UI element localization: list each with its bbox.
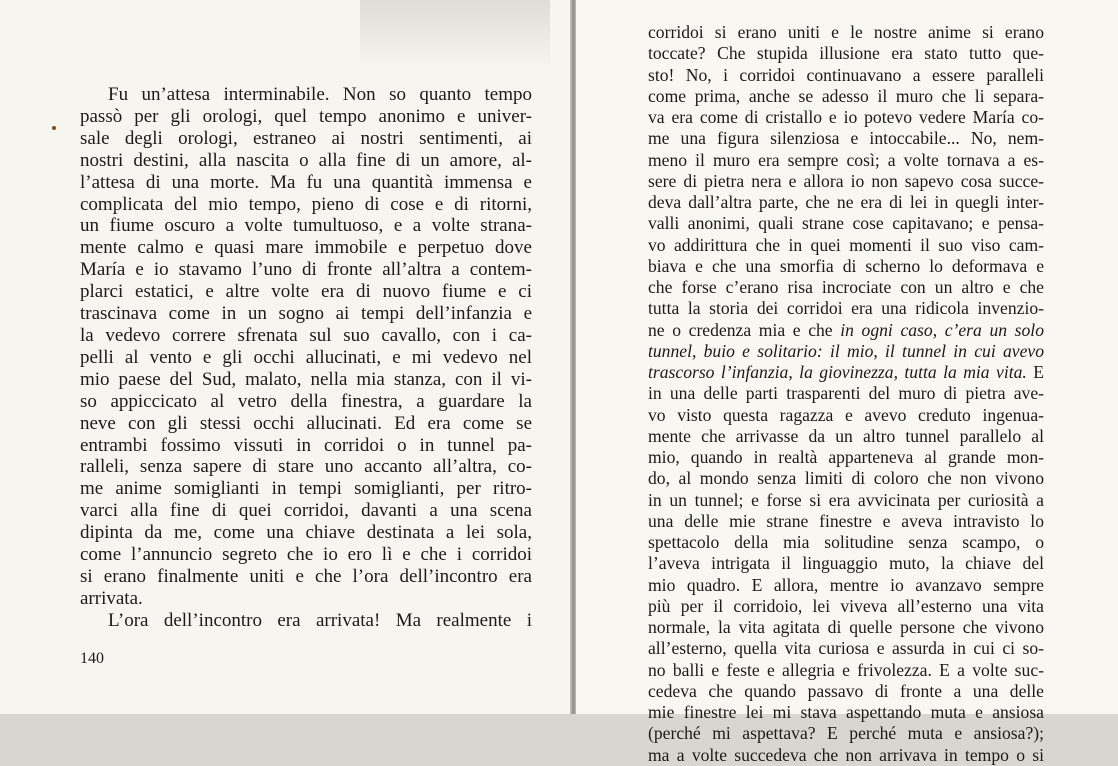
text-line: tutta la storia dei corridoi era una ridicola invenzio- (648, 298, 1044, 319)
text-line: do, al mondo senza limiti di coloro che non vivono (648, 468, 1044, 489)
text-line: trascinava come in un sogno ai tempi dell’infanzia e (80, 303, 532, 325)
page-number: 140 (80, 650, 104, 667)
text-line: mente calmo e quasi mare immobile e perpetuo dove (80, 237, 532, 259)
left-page-text (80, 84, 532, 632)
text-line: tunnel, buio e solitario: il mio, il tunnel in cui avevo (648, 340, 1044, 361)
text-line: passò per gli orologi, quel tempo anonimo e univer- (80, 105, 532, 127)
text-line: mio paese del Sud, malato, nella mia stanza, con il vi- (80, 368, 532, 390)
text-line: come prima, anche se adesso il muro che li separa- (648, 85, 1044, 106)
text-line: L’ora dell’incontro era arrivata! Ma realmente i (108, 609, 532, 631)
text-line: spettacolo della mia solitudine senza scampo, o (648, 532, 1044, 552)
text-line: mente che arrivasse da un altro tunnel parallelo al (648, 425, 1044, 446)
text-line: in un tunnel; e forse si era avvicinata per curiosità a (648, 489, 1044, 510)
text-line: mio, quando in realtà apparteneva al grande mon- (648, 447, 1044, 467)
text-line: che forse c’erano risa incrociate con un altro e che (648, 277, 1044, 297)
text-line: me una figura silenziosa e intoccabile... No, nem- (648, 128, 1044, 149)
text-line: cedeva che quando passavo di fronte a una delle (648, 680, 1044, 701)
text-line: sere di pietra nera e allora io non sapevo cosa succe- (648, 170, 1044, 191)
text-line: Fu un’attesa interminabile. Non so quanto tempo (108, 84, 532, 105)
text-line: dipinta da me, come una chiave destinata a lei sola, (80, 522, 532, 544)
text-line: l’aveva intrigata il linguaggio muto, la chiave del (648, 553, 1044, 574)
text-line: toccate? Che stupida illusione era stato tutto que- (648, 43, 1044, 64)
text-line: entrambi fossimo vissuti in corridoi o in tunnel pa- (80, 434, 532, 456)
text-line: normale, la vita agitata di quelle persone che vivono (648, 617, 1044, 637)
text-line: una delle mie strane finestre e aveva intravisto lo (648, 510, 1044, 531)
text-line: nostri destini, alla nascita o alla fine di un amore, al- (80, 149, 532, 171)
text-line: la vedevo correre sfrenata sul suo cavallo, con i ca- (80, 324, 532, 346)
text-line: ma a volte succedeva che non arrivava in tempo o si (648, 744, 1044, 765)
text-line: no balli e feste e allegria e frivolezza. E a volte suc- (648, 659, 1044, 680)
text-line: pelli al vento e gli occhi allucinati, e mi vedevo nel (80, 346, 532, 368)
text-line: si erano finalmente uniti e che l’ora dell’incontro era (80, 565, 532, 587)
italic-text-run: trascorso l’infanzia, la giovinezza, tutta la mia vita. (648, 362, 1027, 382)
text-line: valli anonimi, quali strane cose capitavano; e pensa- (648, 213, 1044, 234)
text-line: biava e che una smorfia di scherno lo deformava e (648, 255, 1044, 276)
text-line: (perché mi aspettava? E perché muta e ansiosa?); (648, 723, 1044, 744)
text-line: deva dall’altra parte, che ne era di lei in quegli inter- (648, 192, 1044, 212)
text-line: María e io stavamo l’uno di fronte all’altra a contem- (80, 259, 532, 281)
text-line: mie finestre lei mi stava aspettando muta e ansiosa (648, 702, 1044, 722)
text-line: più per il corridoio, lei viveva all’esterno una vita (648, 595, 1044, 616)
text-run: E (1033, 362, 1044, 382)
text-line (648, 320, 1044, 341)
text-line: plarci estatici, e altre volte era di nuovo fiume e ci (80, 281, 532, 303)
ink-smudge (52, 126, 56, 130)
text-line: un fiume oscuro a volte tumultuoso, e a volte strana- (80, 215, 532, 237)
text-run: ne o credenza mia e che (648, 319, 833, 340)
text-line (648, 362, 1044, 383)
text-line: corridoi si erano uniti e le nostre anime si erano (648, 22, 1044, 42)
text-line: arrivata. (80, 587, 143, 609)
text-line: me anime somiglianti in tempi somiglianti, per ritro- (80, 478, 532, 500)
text-line: all’esterno, quella vita curiosa e assurda in cui ci so- (648, 638, 1044, 659)
text-line: sto! No, i corridoi continuavano a essere paralleli (648, 64, 1044, 85)
text-line: va era come di cristallo e io potevo vedere María co- (648, 107, 1044, 127)
text-line: meno il muro era sempre così; a volte tornava a es- (648, 149, 1044, 170)
right-page-text (648, 22, 1044, 766)
text-line: sale degli orologi, estraneo ai nostri sentimenti, ai (80, 127, 532, 149)
text-line: so appiccicato al vetro della finestra, a guardare la (80, 390, 532, 412)
text-line: mio quadro. E allora, mentre io avanzavo sempre (648, 574, 1044, 595)
text-line: complicata del mio tempo, pieno di cose e di ritorni, (80, 193, 532, 215)
text-line: vo addirittura che in quei momenti il suo viso cam- (648, 234, 1044, 255)
show-through-shadow (360, 0, 550, 70)
text-line: vo visto questa ragazza e avevo creduto ingenua- (648, 404, 1044, 425)
text-line: varci alla fine di quei corridoi, davanti a una scena (80, 500, 532, 522)
text-line: l’attesa di una morte. Ma fu una quantità immensa e (80, 171, 532, 193)
text-line: ralleli, senza sapere di stare uno accanto all’altra, co- (80, 456, 532, 478)
italic-text-run: in ogni caso, c’era un solo (840, 319, 1044, 340)
text-line: in una delle parti trasparenti del muro di pietra ave- (648, 383, 1044, 404)
text-line: neve con gli stessi occhi allucinati. Ed era come se (80, 412, 532, 434)
text-line: come l’annuncio segreto che io ero lì e che i corridoi (80, 544, 532, 566)
